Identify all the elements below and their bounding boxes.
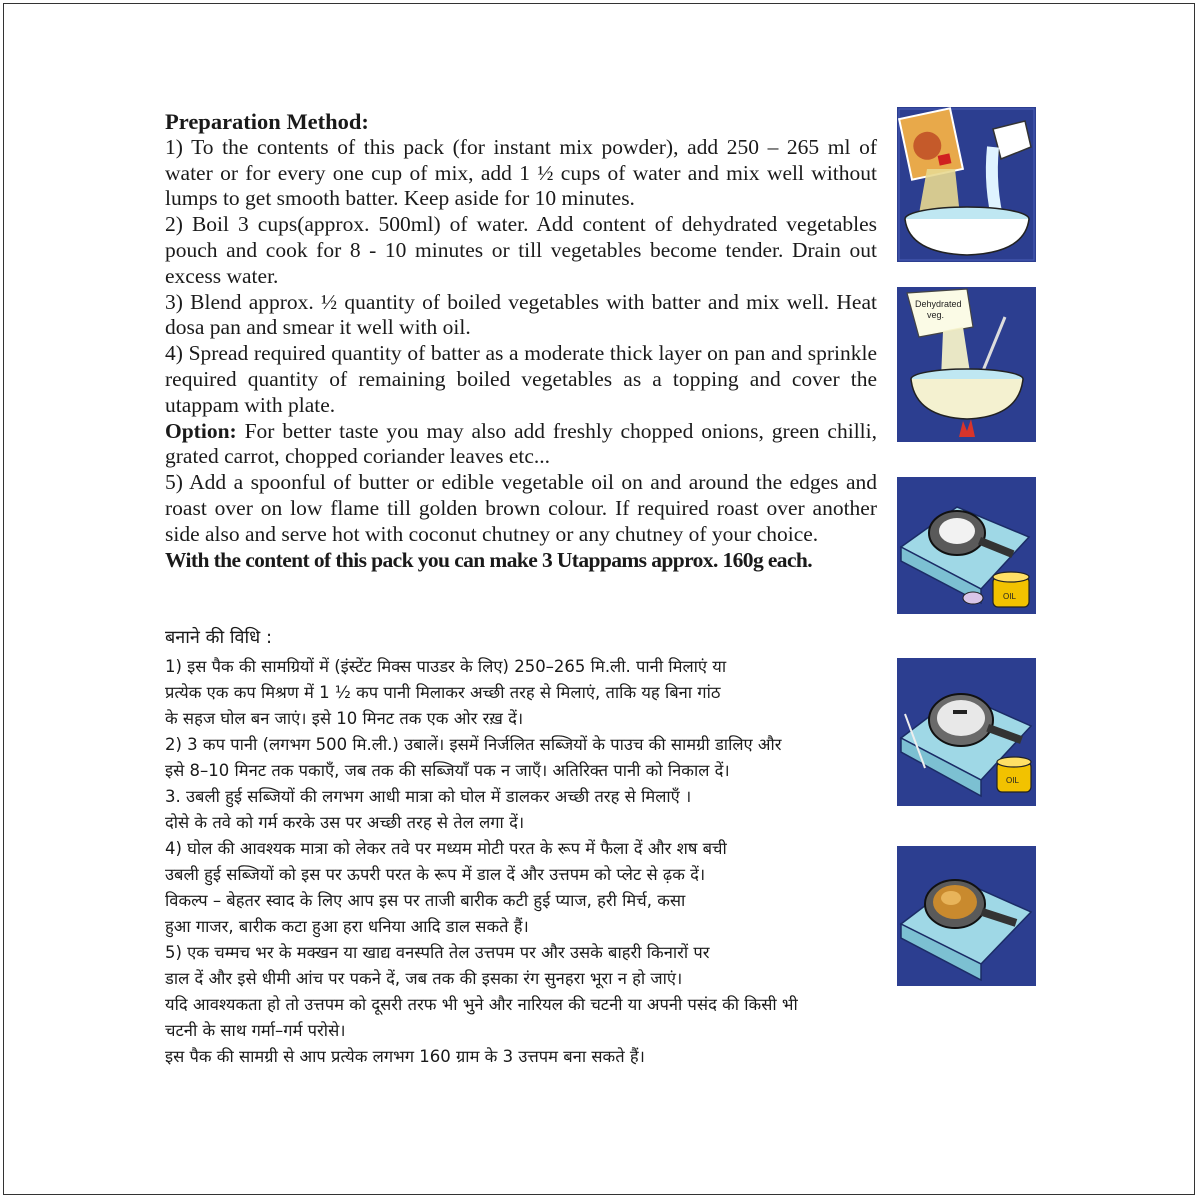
oil-bowl-icon <box>997 757 1031 792</box>
hindi-line: डाल दें और इसे धीमी आंच पर पकने दें, जब तक की इसका रंग सुनहरा भूरा न हो जाएं। <box>165 969 683 988</box>
illustration-roast-utappam <box>897 846 1036 986</box>
yield-text: With the content of this pack you can make 3 Utappams approx. 160g each. <box>165 547 813 572</box>
svg-text:veg.: veg. <box>927 310 945 320</box>
hindi-line: 5) एक चम्मच भर के मक्खन या खाद्य वनस्पति तेल उत्तपम पर और उसके बाहरी किनारों पर <box>165 943 710 962</box>
step-4-text: 4) Spread required quantity of batter as a moderate thick layer on pan and sprinkle required quantity of remaining boiled vegetables as a topping and cover the utappam with plate. <box>165 341 877 417</box>
english-instructions <box>165 109 877 573</box>
hindi-line: 1) इस पैक की सामग्रियों में (इंस्टेंट मिक्स पाउडर के लिए) 250–265 मि.ली. पानी मिलाएं या <box>165 657 727 676</box>
illustration-boil-vegetables <box>897 287 1036 442</box>
svg-text:Dehydrated: Dehydrated <box>915 299 962 309</box>
svg-text:OIL: OIL <box>1003 592 1016 601</box>
step-5-text: 5) Add a spoonful of butter or edible vegetable oil on and around the edges and roast over on low flame till golden brown colour. If required roast over another side also and serve hot with coconut chutney or any chutney of your choice. <box>165 470 877 546</box>
hindi-title: बनाने की विधि : <box>165 627 273 648</box>
step-1-text: 1) To the contents of this pack (for instant mix powder), add 250 – 265 ml of water or for every one cup of mix, add 1 ½ cups of water and mix well without lumps to get smooth batter. Keep aside for 10 minutes. <box>165 134 877 211</box>
hindi-line: यदि आवश्यकता हो तो उत्तपम को दूसरी तरफ भी भुने और नारियल की चटनी या अपनी पसंद की किसी भी <box>165 995 798 1014</box>
hindi-line: इसे 8–10 मिनट तक पकाएँ, जब तक की सब्जियाँ पक न जाएँ। अतिरिक्त पानी को निकाल दें। <box>165 761 730 780</box>
hindi-line: के सहज घोल बन जाएं। इसे 10 मिनट तक एक ओर रख़ दें। <box>165 709 524 728</box>
option-body: For better taste you may also add freshly chopped onions, green chilli, grated carrot, chopped coriander leaves etc... <box>165 418 877 469</box>
option-label: Option: <box>165 418 237 443</box>
hindi-line: चटनी के साथ गर्मा–गर्म परोसे। <box>165 1021 346 1040</box>
hindi-line: इस पैक की सामग्री से आप प्रत्येक लगभग 160 ग्राम के 3 उत्तपम बना सकते हैं। <box>165 1047 645 1066</box>
hindi-line: 4) घोल की आवश्यक मात्रा को लेकर तवे पर मध्यम मोटी परत के रूप में फैला दें और शष बची <box>165 839 727 858</box>
hindi-line: 3. उबली हुई सब्जियों की लगभग आधी मात्रा को घोल में डालकर अच्छी तरह से मिलाएँ । <box>165 787 692 806</box>
hindi-line: प्रत्येक एक कप मिश्रण में 1 ½ कप पानी मिलाकर अच्छी तरह से मिलाएं, ताकि यह बिना गांठ <box>165 683 721 702</box>
hindi-line: उबली हुई सब्जियों को इस पर ऊपरी परत के रूप में डाल दें और उत्तपम को प्लेट से ढ़क दें। <box>165 865 706 884</box>
svg-text:OIL: OIL <box>1006 776 1019 785</box>
hindi-line: 2) 3 कप पानी (लगभग 500 मि.ली.) उबालें। इसमें निर्जलित सब्जियों के पाउच की सामग्री डालिए और <box>165 735 782 754</box>
preparation-title: Preparation Method: <box>165 109 369 134</box>
illustration-heat-pan <box>897 477 1036 614</box>
hindi-line: विकल्प – बेहतर स्वाद के लिए आप इस पर ताजी बारीक कटी हुई प्याज, हरी मिर्च, कसा <box>165 891 686 910</box>
illustration-mix-batter <box>897 107 1036 262</box>
step-3-text: 3) Blend approx. ½ quantity of boiled vegetables with batter and mix well. Heat dosa pan and smear it well with oil. <box>165 289 877 340</box>
oil-bowl-icon <box>993 572 1029 607</box>
option-text <box>165 419 877 471</box>
illustration-spread-batter <box>897 658 1036 806</box>
hindi-line: हुआ गाजर, बारीक कटा हुआ हरा धनिया आदि डाल सकते हैं। <box>165 917 529 936</box>
step-2-text: 2) Boil 3 cups(approx. 500ml) of water. Add content of dehydrated vegetables pouch and cook for 8 - 10 minutes or till vegetables become tender. Drain out excess water. <box>165 212 877 288</box>
hindi-line: दोसे के तवे को गर्म करके उस पर अच्छी तरह से तेल लगा दें। <box>165 813 525 832</box>
